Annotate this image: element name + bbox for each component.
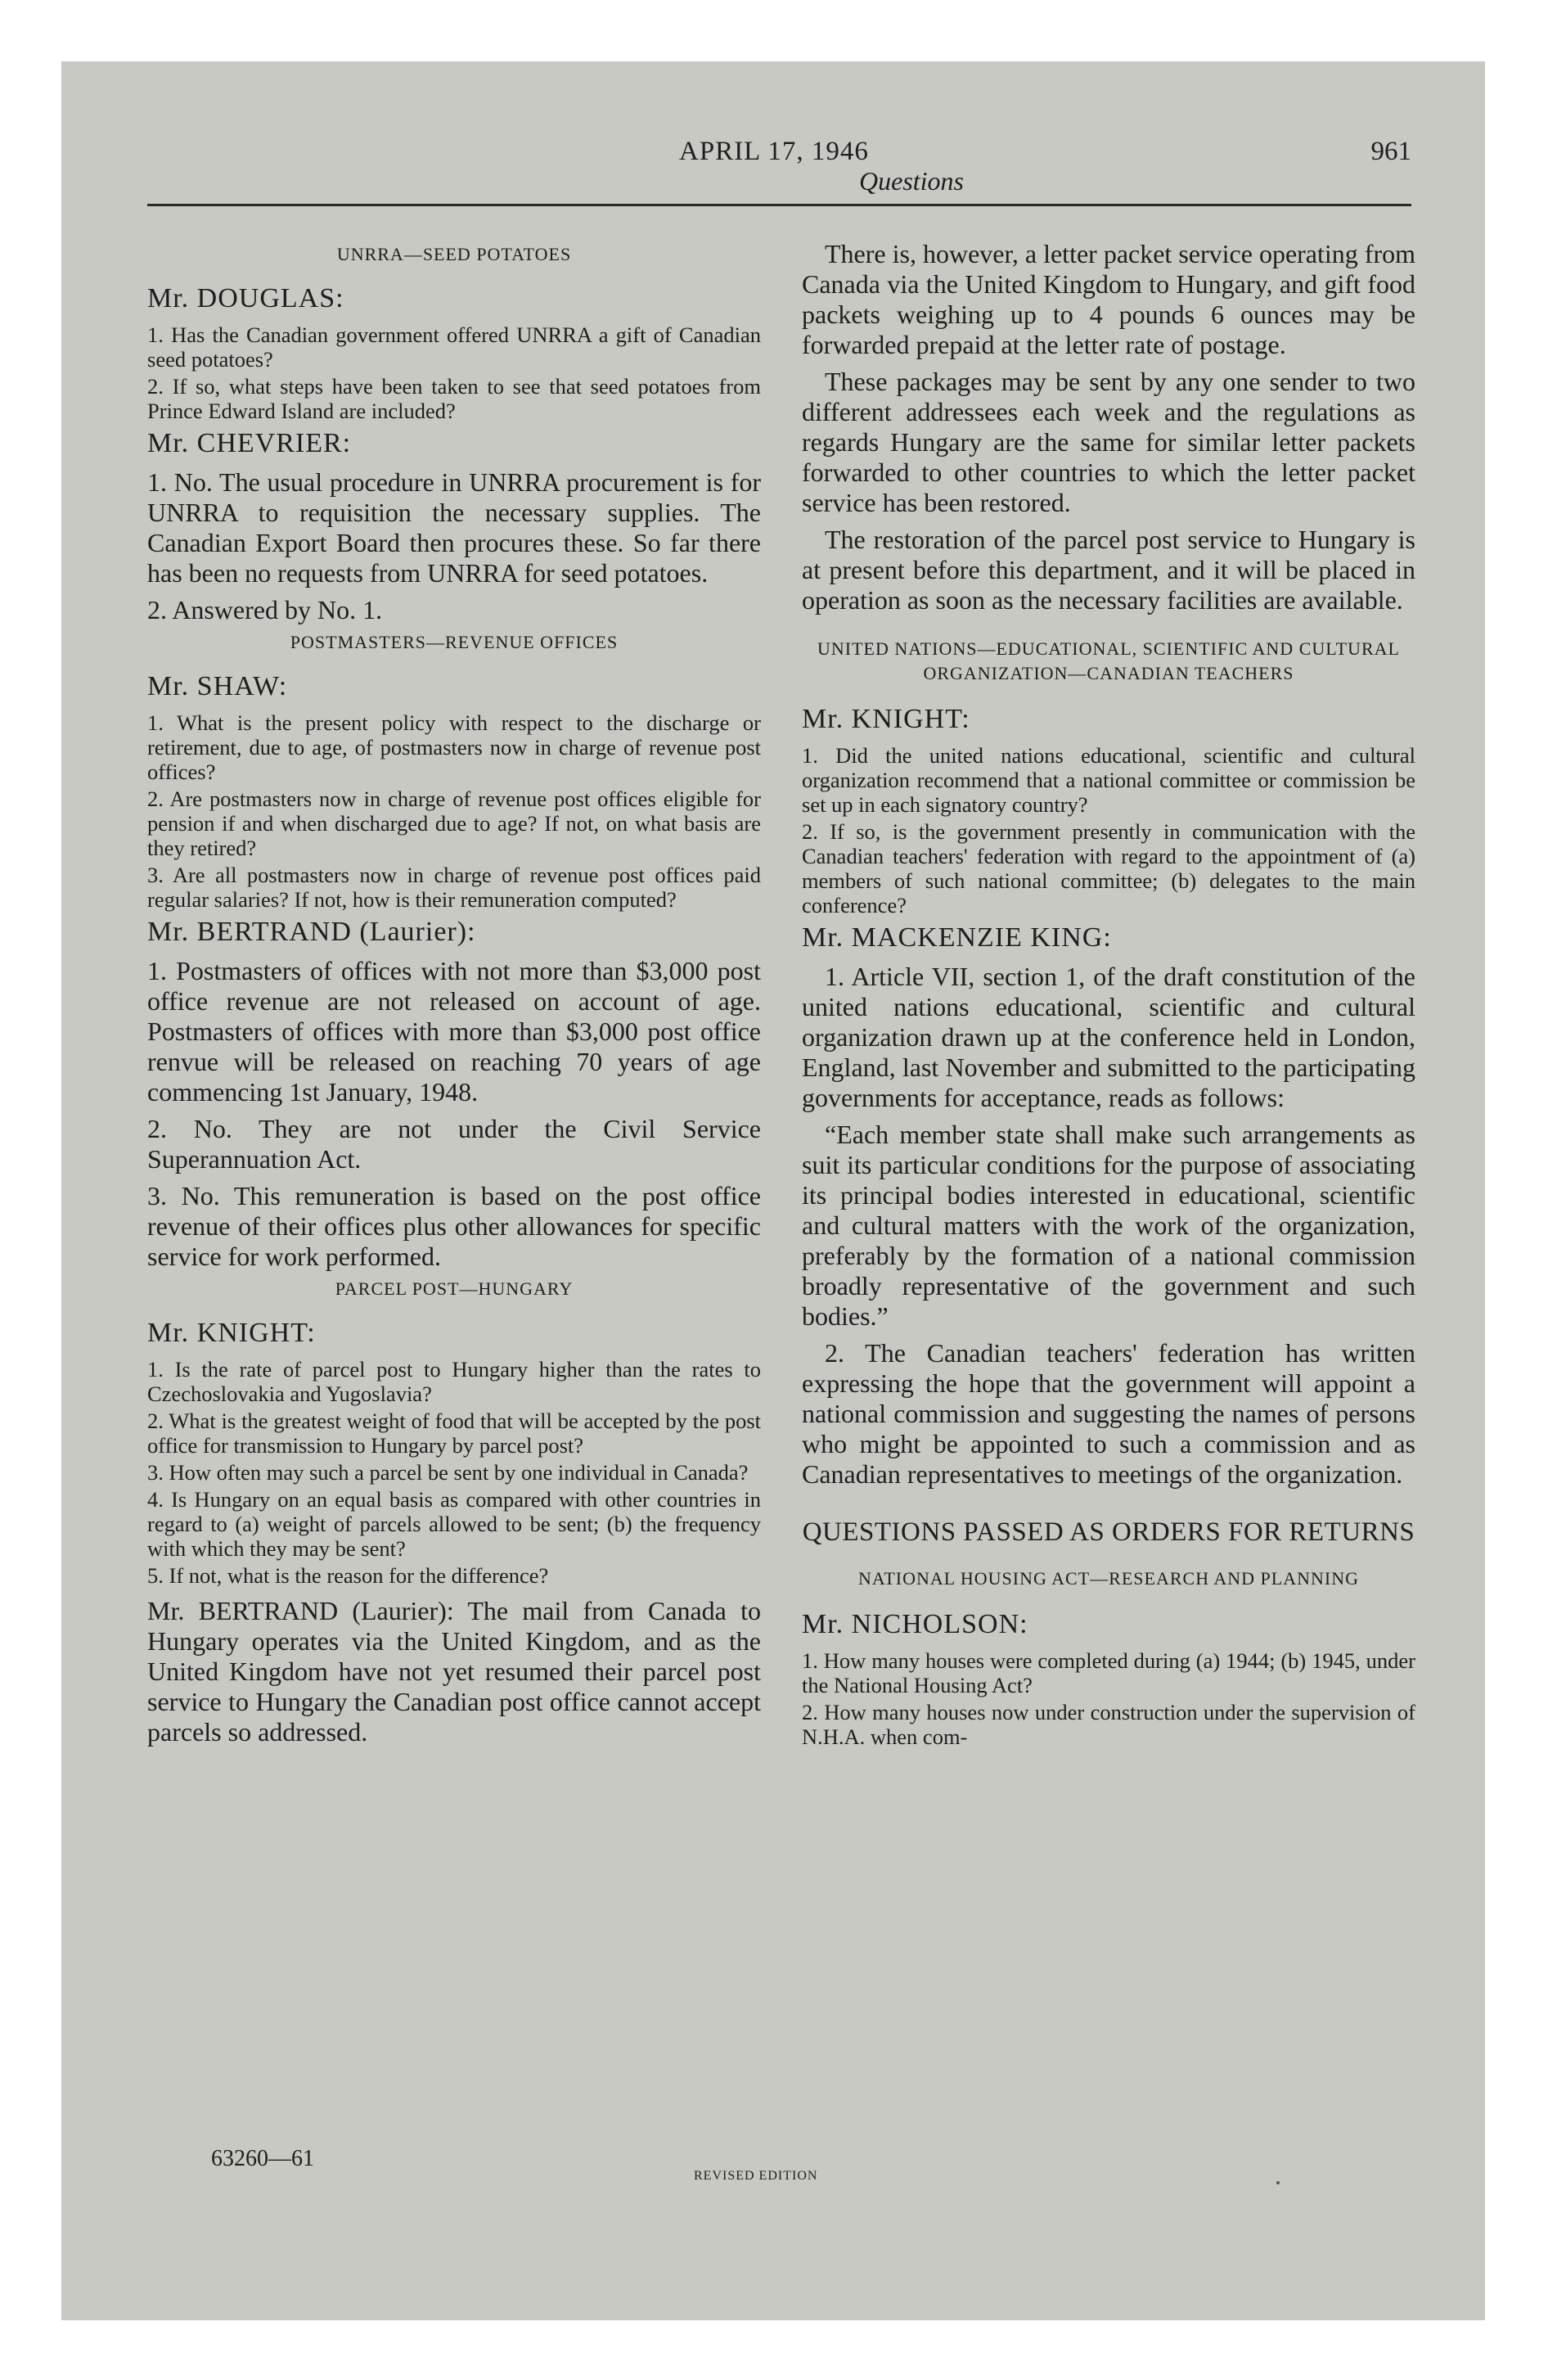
page-number: 961	[1370, 137, 1411, 166]
question-paragraph: 2. What is the greatest weight of food that will be accepted by the post office for transmission to Hungary by parcel post?	[147, 1409, 761, 1458]
question-paragraph: 2. How many houses now under construction under the supervision of N.H.A. when com-	[802, 1700, 1415, 1750]
answer-paragraph: 3. No. This remuneration is based on the post office revenue of their offices plus other allowances for specific service for work performed.	[147, 1181, 761, 1271]
answer-paragraph: The restoration of the parcel post service to Hungary is at present before this department, and it will be placed in operation as soon as the necessary facilities are available.	[802, 525, 1415, 615]
section-title-unesco: UNITED NATIONS—EDUCATIONAL, SCIENTIFIC AND CULTURAL ORGANIZATION—CANADIAN TEACHERS	[817, 638, 1400, 683]
speaker-shaw: Mr. SHAW:	[147, 671, 288, 701]
speaker-mackenzie-king: Mr. MACKENZIE KING:	[802, 922, 1112, 953]
header-date: APRIL 17, 1946	[679, 137, 869, 166]
quoted-paragraph: “Each member state shall make such arrangements as suit its particular conditions for the purpose of associating its principal bodies interested in educational, scientific and cultural matters with the work of the organization, preferably by the formation of a national commission broadly representative of the government and such bodies.”	[802, 1120, 1415, 1331]
question-paragraph: 2. If so, what steps have been taken to see that seed potatoes from Prince Edward Island are included?	[147, 374, 761, 423]
question-paragraph: 5. If not, what is the reason for the difference?	[147, 1563, 549, 1588]
footer-print-code: 63260—61	[211, 2146, 314, 2171]
question-paragraph: 4. Is Hungary on an equal basis as compared with other countries in regard to (a) weight of parcels allowed to be sent; (b) the frequency with which they may be sent?	[147, 1487, 761, 1561]
question-paragraph: 1. Has the Canadian government offered UNRRA a gift of Canadian seed potatoes?	[147, 322, 761, 372]
question-paragraph: 1. How many houses were completed during (a) 1944; (b) 1945, under the National Housing Act?	[802, 1648, 1415, 1698]
answer-paragraph: 1. No. The usual procedure in UNRRA procurement is for UNRRA to requisition the necessary supplies. The Canadian Export Board then procures these. So far there has been no requests from UNRRA for seed potatoes.	[147, 467, 761, 588]
footer-edition: REVISED EDITION	[694, 2169, 818, 2183]
answer-paragraph: 2. Answered by No. 1.	[147, 595, 383, 624]
speaker-nicholson: Mr. NICHOLSON:	[802, 1609, 1028, 1640]
question-paragraph: 3. How often may such a parcel be sent by one individual in Canada?	[147, 1460, 749, 1485]
left-column	[147, 239, 761, 2187]
orders-for-returns-heading: QUESTIONS PASSED AS ORDERS FOR RETURNS	[802, 1517, 1415, 1547]
answer-paragraph: Mr. BERTRAND (Laurier): The mail from Canada to Hungary operates via the United Kingdom, and as the United Kingdom have not yet resumed their parcel post service to Hungary the Canadian post office cannot accept parcels so addressed.	[147, 1596, 761, 1747]
speaker-bertrand: Mr. BERTRAND (Laurier):	[147, 917, 476, 947]
page-header	[147, 135, 1411, 209]
header-rule	[147, 204, 1411, 206]
question-paragraph: 2. If so, is the government presently in communication with the Canadian teachers' federation with regard to the appointment of (a) members of such national committee; (b) delegates to the main conference?	[802, 819, 1415, 917]
section-title-housing: NATIONAL HOUSING ACT—RESEARCH AND PLANNING	[858, 1568, 1359, 1589]
question-paragraph: 2. Are postmasters now in charge of revenue post offices eligible for pension if and when discharged due to age? If not, on what basis are they retired?	[147, 787, 761, 860]
right-column	[802, 239, 1415, 2187]
speaker-knight: Mr. KNIGHT:	[147, 1318, 316, 1348]
section-title-postmasters: POSTMASTERS—REVENUE OFFICES	[290, 632, 619, 652]
speaker-knight: Mr. KNIGHT:	[802, 704, 970, 734]
answer-paragraph: 1. Article VII, section 1, of the draft constitution of the united nations educational, scientific and cultural organization drawn up at the conference held in London, England, last November and submitted to the participating governments for acceptance, reads as follows:	[802, 962, 1415, 1112]
section-title-unrra: UNRRA—SEED POTATOES	[336, 244, 572, 264]
speck-mark	[1276, 2181, 1280, 2184]
question-paragraph: 1. Is the rate of parcel post to Hungary higher than the rates to Czechoslovakia and Yugoslavia?	[147, 1357, 761, 1406]
speaker-chevrier: Mr. CHEVRIER:	[147, 428, 352, 458]
question-paragraph: 1. Did the united nations educational, scientific and cultural organization recommend that a national committee or commission be set up in each signatory country?	[802, 743, 1415, 817]
answer-paragraph: 1. Postmasters of offices with not more than $3,000 post office revenue are not released on account of age. Postmasters of offices with more than $3,000 post office renvue will be released on reaching 70 years of age commencing 1st January, 1948.	[147, 956, 761, 1107]
answer-paragraph: There is, however, a letter packet service operating from Canada via the United Kingdom to Hungary, and gift food packets weighing up to 4 pounds 6 ounces may be forwarded prepaid at the letter rate of postage.	[802, 239, 1415, 359]
answer-paragraph: These packages may be sent by any one sender to two different addressees each week and the regulations as regards Hungary are the same for similar letter packets forwarded to other countries to which the letter packet service has been restored.	[802, 367, 1415, 517]
section-title-parcel-post: PARCEL POST—HUNGARY	[335, 1278, 574, 1299]
speaker-douglas: Mr. DOUGLAS:	[147, 283, 344, 313]
question-paragraph: 1. What is the present policy with respect to the discharge or retirement, due to age, of postmasters now in charge of revenue post offices?	[147, 710, 761, 784]
header-section: Questions	[859, 166, 964, 196]
answer-paragraph: 2. No. They are not under the Civil Service Superannuation Act.	[147, 1114, 761, 1174]
question-paragraph: 3. Are all postmasters now in charge of revenue post offices paid regular salaries? If not, how is their remuneration computed?	[147, 863, 761, 912]
answer-paragraph: 2. The Canadian teachers' federation has written expressing the hope that the government will appoint a national commission and suggesting the names of persons who might be appointed to such a commission and as Canadian representatives to meetings of the organization.	[802, 1338, 1415, 1489]
